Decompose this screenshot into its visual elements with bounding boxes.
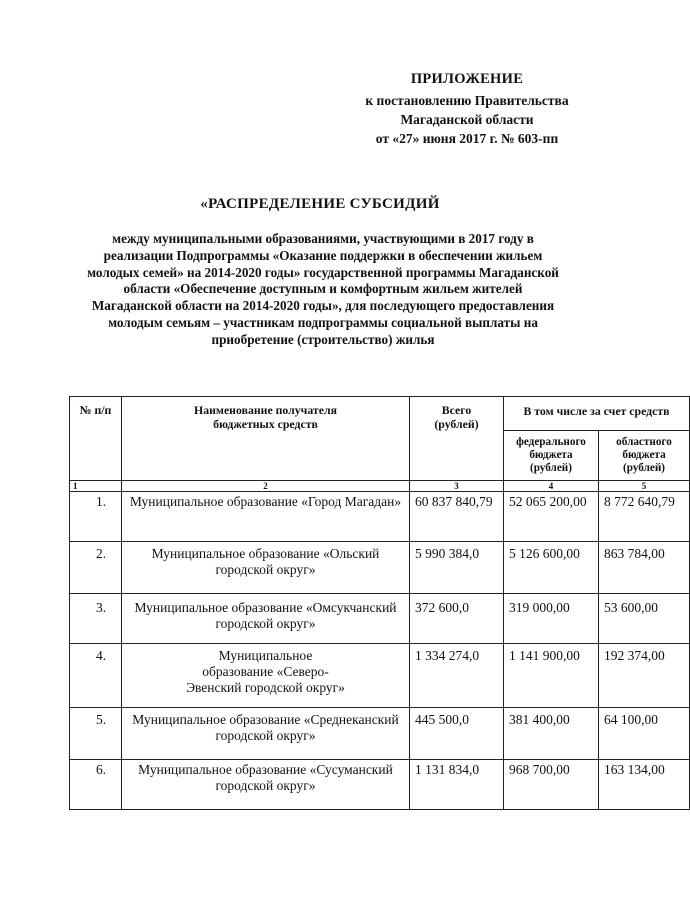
row-number: 2. bbox=[70, 542, 122, 594]
row-number: 4. bbox=[70, 644, 122, 708]
table-row bbox=[70, 542, 690, 594]
regional-amount: 53 600,00 bbox=[599, 594, 690, 644]
federal-amount: 5 126 600,00 bbox=[504, 542, 599, 594]
appendix-block bbox=[352, 70, 582, 148]
appendix-title: ПРИЛОЖЕНИЕ bbox=[410, 71, 524, 87]
header-federal: федерального бюджета (рублей) bbox=[504, 431, 599, 481]
regional-amount: 8 772 640,79 bbox=[599, 492, 690, 542]
header-funding-group: В том числе за счет средств bbox=[504, 397, 690, 431]
column-number: 3 bbox=[410, 481, 504, 492]
column-number: 1 bbox=[70, 481, 122, 492]
recipient-name: Муниципальное образование «Среднеканский городской округ» bbox=[122, 708, 410, 760]
regional-amount: 64 100,00 bbox=[599, 708, 690, 760]
appendix-line-date: от «27» июня 2017 г. № 603-пп bbox=[375, 131, 559, 146]
table-row bbox=[70, 644, 690, 708]
header-total: Всего (рублей) bbox=[410, 397, 504, 481]
total-amount: 372 600,0 bbox=[410, 594, 504, 644]
regional-amount: 192 374,00 bbox=[599, 644, 690, 708]
recipient-name: Муниципальное образование «Город Магадан» bbox=[122, 492, 410, 542]
table-header-row bbox=[70, 397, 690, 431]
column-number: 2 bbox=[122, 481, 410, 492]
subsidy-table bbox=[69, 396, 690, 810]
total-amount: 1 131 834,0 bbox=[410, 760, 504, 810]
regional-amount: 863 784,00 bbox=[599, 542, 690, 594]
column-number-row bbox=[70, 481, 690, 492]
recipient-name: Муниципальное образование «Ольский городской округ» bbox=[122, 542, 410, 594]
federal-amount: 319 000,00 bbox=[504, 594, 599, 644]
row-number: 6. bbox=[70, 760, 122, 810]
header-recipient: Наименование получателя бюджетных средств bbox=[122, 397, 410, 481]
row-number: 3. bbox=[70, 594, 122, 644]
recipient-name: Муниципальное образование «Омсукчанский городской округ» bbox=[122, 594, 410, 644]
total-amount: 1 334 274,0 bbox=[410, 644, 504, 708]
document-title: «РАСПРЕДЕЛЕНИЕ СУБСИДИЙ bbox=[200, 196, 440, 212]
table-row bbox=[70, 708, 690, 760]
appendix-line-region: Магаданской области bbox=[400, 112, 534, 127]
row-number: 5. bbox=[70, 708, 122, 760]
federal-amount: 968 700,00 bbox=[504, 760, 599, 810]
table-row bbox=[70, 594, 690, 644]
recipient-name: Муниципальное образование «Северо-Эвенский городской округ» bbox=[122, 644, 410, 708]
row-number: 1. bbox=[70, 492, 122, 542]
recipient-name: Муниципальное образование «Сусуманский городской округ» bbox=[122, 760, 410, 810]
federal-amount: 52 065 200,00 bbox=[504, 492, 599, 542]
table-row bbox=[70, 760, 690, 810]
total-amount: 445 500,0 bbox=[410, 708, 504, 760]
table-row bbox=[70, 492, 690, 542]
appendix-line-decree: к постановлению Правительства bbox=[365, 93, 569, 108]
column-number: 4 bbox=[504, 481, 599, 492]
total-amount: 60 837 840,79 bbox=[410, 492, 504, 542]
federal-amount: 381 400,00 bbox=[504, 708, 599, 760]
header-num: № п/п bbox=[70, 397, 122, 481]
header-regional: областного бюджета (рублей) bbox=[599, 431, 690, 481]
federal-amount: 1 141 900,00 bbox=[504, 644, 599, 708]
total-amount: 5 990 384,0 bbox=[410, 542, 504, 594]
document-description: между муниципальными образованиями, участвующими в 2017 году в реализации Подпрограммы «Оказание поддержки в обеспечении жильем молодых семей» на 2014-2020 годы» государственной программы Магаданской области «Обеспечение доступным и комфортным жильем жителей Магаданской области на 2014-2020 годы», для последующего предоставления молодым семьям – участникам подпрограммы социальной выплаты на приобретение (строительство) жилья bbox=[87, 231, 559, 347]
regional-amount: 163 134,00 bbox=[599, 760, 690, 810]
column-number: 5 bbox=[599, 481, 690, 492]
